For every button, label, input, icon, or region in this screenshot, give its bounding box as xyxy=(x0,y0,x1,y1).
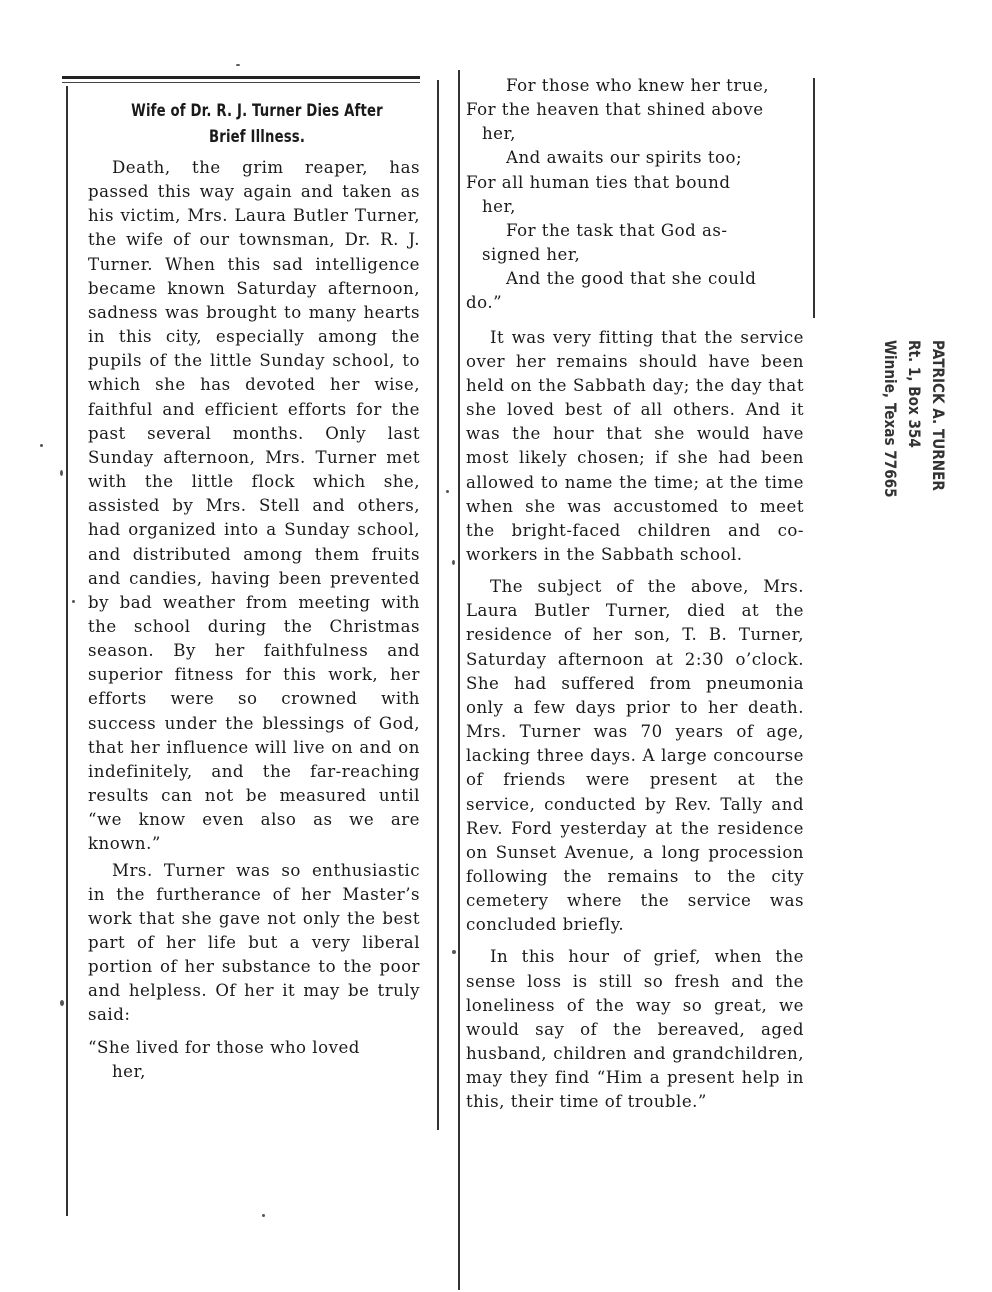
top-rule-thin xyxy=(62,82,420,83)
poem-line-10: do.” xyxy=(466,293,503,313)
poem-line-6: her, xyxy=(482,196,516,216)
column2-left-border xyxy=(458,70,460,1290)
headline-line-2: Brief Illness. xyxy=(208,127,306,147)
column1-left-border xyxy=(66,86,68,1216)
poem xyxy=(466,74,804,316)
top-rule xyxy=(62,76,420,79)
article-column-2 xyxy=(466,74,804,1115)
paragraph-1: Death, the grim reaper, has passed this way again and taken as his victim, Mrs. Laura Butler Turner, the wife of our townsman, Dr. R. J. Turner. When this sad intelligence became known Saturday afternoon, sadness was brought to many hearts in this city, especially among the pupils of the little Sunday school, to which she has devoted her wise, faithful and efficient efforts for the past several months. Only last Sunday afternoon, Mrs. Turner met with the little flock which she, assisted by Mrs. Stell and others, had organized into a Sunday school, and distributed among them fruits and candies, having been prevented by bad weather from meeting with the school during the Christmas season. By her faithfulness and superior fitness for this work, her efforts were so crowned with success under the blessings of God, that her influence will live on and on indefinitely, and the far-reaching results can not be measured until “we know even also as we are known.” xyxy=(88,158,420,854)
poem-line-7: For the task that God as- xyxy=(506,220,728,240)
poem-start-line-1: “She lived for those who loved xyxy=(88,1037,360,1057)
poem-line-1: For those who knew her true, xyxy=(506,76,770,95)
poem-start-line-2: her, xyxy=(112,1061,146,1081)
poem-line-5: For all human ties that bound xyxy=(466,172,731,192)
poem-line-9: And the good that she could xyxy=(506,269,757,289)
paragraph-3: It was very fitting that the service over her remains should have been held on the Sabbath day; the day that she loved best of all others. And it was the hour that she would have most likely chosen; if she had been allowed to name the time; at the time when she was accustomed to meet the bright-faced children and co-workers in the Sabbath school. xyxy=(466,327,804,564)
owner-stamp xyxy=(878,340,950,560)
scan-speck xyxy=(452,950,456,954)
stamp-line-2: Rt. 1, Box 354 xyxy=(905,340,924,448)
column-divider xyxy=(437,80,439,1130)
poem-line-4: And awaits our spirits too; xyxy=(506,148,743,168)
scan-speck xyxy=(72,600,75,603)
headline xyxy=(89,98,424,150)
paragraph-5: In this hour of grief, when the sense loss is still so fresh and the loneliness of the way so great, we would say of the bereaved, aged husband, children and grandchildren, may they find “Him a present help in this, their time of trouble.” xyxy=(466,947,804,1112)
scan-speck xyxy=(60,470,63,476)
stamp-line-3: Winnie, Texas 77665 xyxy=(881,340,900,498)
poem-start xyxy=(88,1036,420,1084)
scan-speck xyxy=(452,560,455,565)
paragraph-2: Mrs. Turner was so enthusiastic in the furtherance of her Master’s work that she gave not only the best part of her life but a very liberal portion of her substance to the poor and helpless. Of her it may be truly said: xyxy=(88,860,420,1025)
column2-right-border xyxy=(813,78,815,318)
scan-speck xyxy=(40,444,43,447)
headline-line-1: Wife of Dr. R. J. Turner Dies After xyxy=(131,101,383,121)
stamp-line-1: PATRICK A. TURNER xyxy=(929,340,948,491)
scan-speck xyxy=(60,1000,64,1006)
scan-speck xyxy=(446,490,449,493)
poem-line-2: For the heaven that shined above xyxy=(466,100,764,120)
poem-line-3: her, xyxy=(482,124,516,144)
article-column-1 xyxy=(88,98,420,1084)
scan-speck xyxy=(236,64,240,66)
poem-line-8: signed her, xyxy=(482,245,581,265)
paragraph-4: The subject of the above, Mrs. Laura Butler Turner, died at the residence of her son, T. B. Turner, Saturday afternoon at 2:30 o’clock. She had suffered from pneumonia only a few days prior to her death. Mrs. Turner was 70 years of age, lacking three days. A large concourse of friends were present at the service, conducted by Rev. Tally and Rev. Ford yesterday at the residence on Sunset Avenue, a long procession following the remains to the city cemetery where the service was concluded briefly. xyxy=(466,577,804,935)
scan-speck xyxy=(262,1214,265,1217)
